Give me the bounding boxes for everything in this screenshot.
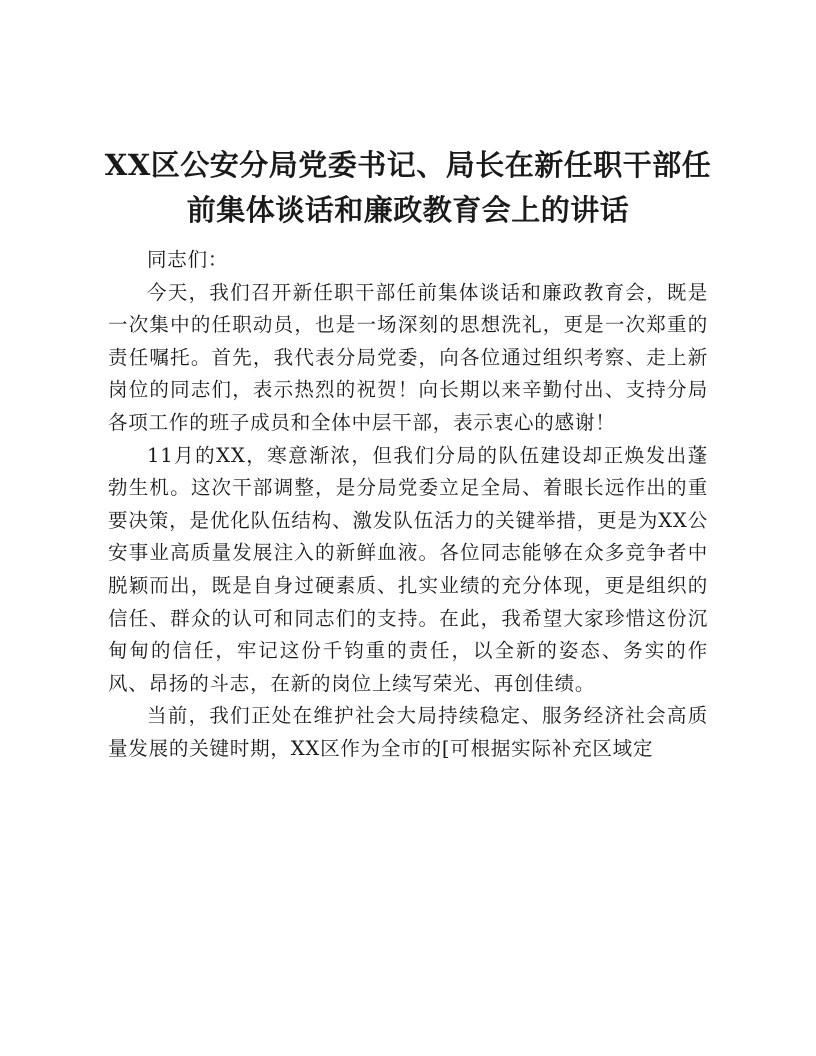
paragraph-cadre-adjustment: 11月的XX，寒意渐浓，但我们分局的队伍建设却正焕发出蓬勃生机。这次干部调整，是分局党委立足全局、着眼长远作出的重要决策，是优化队伍结构、激发队伍活力的关键举措，更是为XX公安事业高质量发展注入的新鲜血液。各位同志能够在众多竞争者中脱颖而出，既是自身过硬素质、扎实业绩的充分体现，更是组织的信任、群众的认可和同志们的支持。在此，我希望大家珍惜这份沉甸甸的信任，牢记这份千钧重的责任，以全新的姿态、务实的作风、昂扬的斗志，在新的岗位上续写荣光、再创佳绩。 — [108, 443, 708, 695]
paragraph-current-situation: 当前，我们正处在维护社会大局持续稳定、服务经济社会高质量发展的关键时期，XX区作为全市的[可根据实际补充区域定 — [108, 704, 708, 760]
salutation: 同志们： — [147, 248, 229, 271]
paragraph-opening: 今天，我们召开新任职干部任前集体谈话和廉政教育会，既是一次集中的任职动员，也是一场深刻的思想洗礼，更是一次郑重的责任嘱托。首先，我代表分局党委，向各位通过组织考察、走上新岗位的同志们，表示热烈的祝贺！向长期以来辛勤付出、支持分局各项工作的班子成员和全体中层干部，表示衷心的感谢！ — [108, 280, 708, 434]
title-line-1: XX区公安分局党委书记、局长在新任职干部任 — [104, 148, 712, 182]
document-title — [90, 143, 726, 233]
title-line-2: 前集体谈话和廉政教育会上的讲话 — [186, 193, 630, 227]
document-body — [108, 244, 708, 766]
